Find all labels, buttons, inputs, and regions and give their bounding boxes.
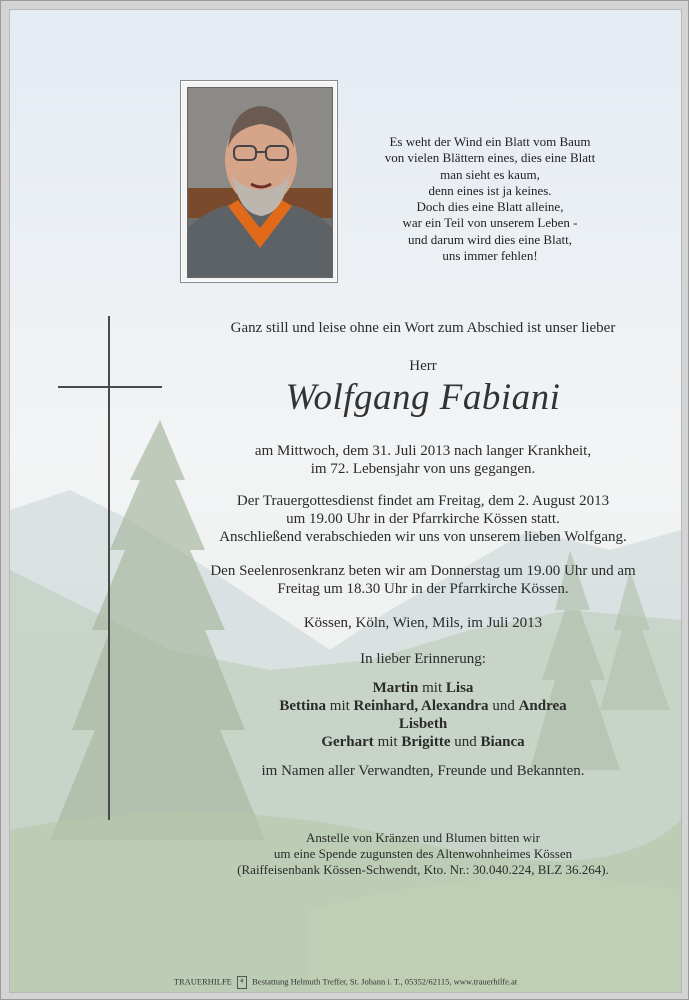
poem-line: Doch dies eine Blatt alleine, — [416, 199, 564, 215]
place-date: Kössen, Köln, Wien, Mils, im Juli 2013 — [303, 615, 543, 631]
relatives-line: im Namen aller Verwandten, Freunde und Bekannten. — [261, 763, 585, 779]
footer — [10, 976, 681, 989]
poem-line: uns immer fehlen! — [442, 248, 538, 264]
poem-line: Es weht der Wind ein Blatt vom Baum — [389, 134, 591, 149]
poem-line: war ein Teil von unserem Leben - — [402, 215, 578, 231]
portrait-photo — [187, 87, 333, 278]
poem-line: denn eines ist ja keines. — [428, 182, 552, 198]
family-conjunction: und — [450, 734, 481, 750]
donation-line: (Raiffeisenbank Kössen-Schwendt, Kto. Nr.: 30.040.224, BLZ 36.264). — [237, 862, 609, 877]
poem-line: von vielen Blättern eines, dies eine Blatt — [384, 150, 596, 166]
cross-icon — [108, 316, 110, 820]
funeral-home-logo-icon: ⚘ — [237, 976, 247, 989]
family-member: Martin — [372, 680, 419, 696]
family-member: Lisa — [445, 680, 474, 696]
portrait-frame — [180, 80, 338, 283]
intro-text: Ganz still und leise ohne ein Wort zum Abschied ist unser lieber — [230, 320, 616, 336]
family-conjunction: mit — [326, 698, 354, 714]
service-line: um 19.00 Uhr in der Pfarrkirche Kössen statt. — [286, 511, 560, 527]
family-member: Gerhart — [321, 734, 374, 750]
deceased-name: Wolfgang Fabiani — [285, 377, 561, 418]
family-line — [160, 733, 682, 752]
family-member: Bianca — [480, 734, 525, 750]
family-member: Lisbeth — [398, 716, 448, 732]
rosary-line: Freitag um 18.30 Uhr in der Pfarrkirche Kössen. — [277, 581, 569, 597]
remembrance-heading: In lieber Erinnerung: — [360, 651, 486, 667]
card-inner — [9, 9, 682, 993]
family-line — [160, 715, 682, 734]
death-line: am Mittwoch, dem 31. Juli 2013 nach langer Krankheit, — [254, 443, 592, 459]
death-line: im 72. Lebensjahr von uns gegangen. — [310, 461, 536, 477]
family-line — [160, 679, 682, 698]
footer-text: Bestattung Helmuth Treffer, St. Johann i. T., 05352/62115, www.trauerhilfe.at — [252, 976, 518, 987]
poem-line: man sieht es kaum, — [440, 166, 540, 182]
cross-icon-beam — [58, 386, 162, 388]
family-member: Bettina — [279, 698, 327, 714]
donation-line: um eine Spende zugunsten des Altenwohnheimes Kössen — [273, 846, 573, 861]
poem-line: und darum wird dies eine Blatt, — [408, 231, 572, 247]
family-conjunction: mit — [373, 734, 402, 750]
family-conjunction: mit — [418, 680, 446, 696]
salutation: Herr — [409, 358, 437, 374]
donation-line: Anstelle von Kränzen und Blumen bitten wir — [306, 830, 540, 845]
poem — [340, 134, 640, 264]
rosary-line: Den Seelenrosenkranz beten wir am Donnerstag um 19.00 Uhr und am — [210, 563, 636, 579]
family-member: Brigitte — [401, 734, 451, 750]
family-member: Andrea — [518, 698, 567, 714]
footer-brand: TRAUERHILFE — [173, 976, 232, 987]
family-member: Reinhard, Alexandra — [353, 698, 489, 714]
family-line — [160, 697, 682, 716]
service-line: Der Trauergottesdienst findet am Freitag, dem 2. August 2013 — [236, 493, 610, 509]
service-line: Anschließend verabschieden wir uns von unserem lieben Wolfgang. — [219, 529, 627, 545]
family-conjunction: und — [488, 698, 519, 714]
